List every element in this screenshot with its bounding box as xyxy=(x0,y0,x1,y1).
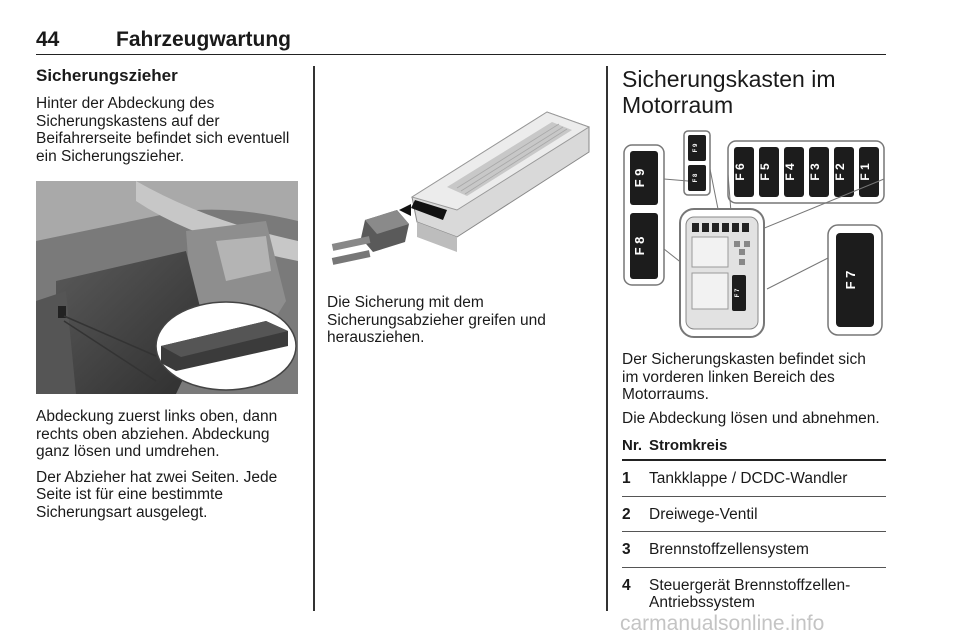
watermark: carmanualsonline.info xyxy=(620,612,825,635)
row-nr: 3 xyxy=(622,532,649,568)
cover-remove-text: Die Abdeckung lösen und abnehmen. xyxy=(622,409,880,427)
label-f6: F 6 xyxy=(733,163,747,181)
label-f8-small: F 8 xyxy=(693,173,699,183)
fusebox-location-text: Der Sicherungskasten befindet sich im vorderen linken Bereich des Motorraums. xyxy=(622,351,866,403)
fuse-pull-caption: Die Sicherung mit dem Sicherungsabzieher greifen und herausziehen. xyxy=(327,294,546,346)
row-circuit: Steuergerät Brennstoffzellen-Antriebssystem xyxy=(649,576,851,611)
page-header xyxy=(36,28,886,55)
section-heading-engine-fusebox: Sicherungskasten im Motorraum xyxy=(622,66,836,118)
row-nr: 1 xyxy=(622,460,649,496)
label-f5: F 5 xyxy=(758,163,772,181)
column-divider-right xyxy=(606,66,608,611)
label-f7-large: F 7 xyxy=(843,270,858,290)
page-number: 44 xyxy=(36,28,60,51)
header-circuit: Stromkreis xyxy=(649,437,886,460)
label-f3: F 3 xyxy=(808,163,822,181)
chapter-title: Fahrzeugwartung xyxy=(116,28,292,51)
label-f1: F 1 xyxy=(858,163,872,181)
glovebox-photo xyxy=(36,181,298,394)
table-row xyxy=(622,460,886,496)
table-row xyxy=(622,532,886,568)
label-f7-box: F 7 xyxy=(735,288,741,298)
header-nr: Nr. xyxy=(622,437,649,460)
column-right xyxy=(622,66,886,620)
row-circuit: Dreiwege-Ventil xyxy=(649,496,886,532)
label-f4: F 4 xyxy=(783,163,797,181)
fuse-circuit-table xyxy=(622,437,886,620)
fuse-puller-illustration xyxy=(327,92,592,292)
label-f2: F 2 xyxy=(833,163,847,181)
column-divider-left xyxy=(313,66,315,611)
fuse-puller-intro: Hinter der Abdeckung des Sicherungskastens auf der Beifahrerseite befindet sich eventuell ein Sicherungszieher. xyxy=(36,95,290,165)
cover-removal-text: Abdeckung zuerst links oben, dann rechts oben abziehen. Abdeckung ganz lösen und umdrehen. xyxy=(36,408,278,460)
fusebox-diagram xyxy=(622,129,886,341)
column-middle xyxy=(327,66,592,347)
row-circuit: Brennstoffzellensystem xyxy=(649,532,886,568)
label-f9-small: F 9 xyxy=(693,143,699,153)
row-nr: 2 xyxy=(622,496,649,532)
label-f8-large: F 8 xyxy=(632,236,647,256)
column-left xyxy=(36,66,300,521)
section-heading-fuse-puller: Sicherungszieher xyxy=(36,66,178,85)
label-f9-large: F 9 xyxy=(632,168,647,188)
row-nr: 4 xyxy=(622,576,631,594)
row-circuit: Tankklappe / DCDC-Wandler xyxy=(649,460,886,496)
puller-sides-text: Der Abzieher hat zwei Seiten. Jede Seite ist für eine bestimmte Sicherungsart ausgelegt. xyxy=(36,468,278,521)
table-row xyxy=(622,496,886,532)
table-header-row xyxy=(622,437,886,460)
